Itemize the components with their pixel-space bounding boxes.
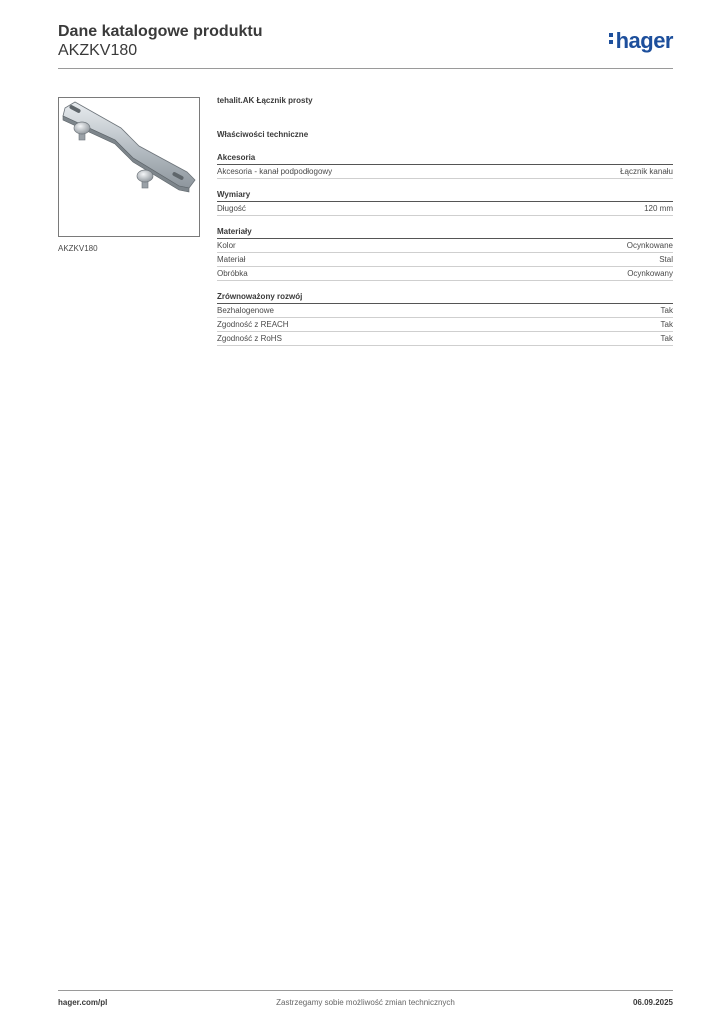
group-title: Wymiary [217,190,673,202]
spec-row [217,267,673,281]
spec-group-materialy [217,227,673,281]
spec-row [217,202,673,216]
spec-row [217,253,673,267]
hager-logo [609,28,673,54]
spec-row [217,165,673,179]
spec-label: Kolor [217,241,236,250]
spec-label: Długość [217,204,246,213]
group-title: Materiały [217,227,673,239]
spec-value: Tak [660,320,673,329]
spec-group-wymiary [217,190,673,216]
spec-label: Zgodność z REACH [217,320,289,329]
spec-value: Tak [660,306,673,315]
spec-content [217,96,673,346]
footer-notice: Zastrzegamy sobie możliwość zmian technicznych [276,998,455,1007]
logo-dots-icon [609,30,614,47]
image-caption: AKZKV180 [58,244,98,253]
section-title: Właściwości techniczne [217,130,309,139]
group-title: Zrównoważony rozwój [217,292,673,304]
product-image [58,97,200,237]
product-code: AKZKV180 [58,42,138,59]
page-header [58,22,673,60]
spec-row [217,318,673,332]
spec-label: Akcesoria - kanał podpodłogowy [217,167,333,176]
footer-date: 06.09.2025 [632,998,673,1007]
website-link[interactable]: hager.com/pl [58,998,108,1007]
spec-label: Obróbka [217,269,248,278]
spec-label: Materiał [217,255,246,264]
header-divider [58,68,673,69]
footer-divider [58,990,673,991]
connector-bracket-image [59,98,199,236]
spec-row [217,239,673,253]
spec-row [217,332,673,346]
spec-value: 120 mm [644,204,673,213]
spec-row [217,304,673,318]
spec-value: Stal [659,255,673,264]
group-title: Akcesoria [217,153,673,165]
spec-group-akcesoria [217,153,673,179]
document-title: Dane katalogowe produktu [58,23,263,40]
spec-group-zrownowazony-rozwoj [217,292,673,346]
spec-value: Ocynkowane [626,241,673,250]
spec-value: Ocynkowany [627,269,673,278]
spec-value: Łącznik kanału [620,167,673,176]
product-name: tehalit.AK Łącznik prosty [217,96,313,105]
spec-label: Bezhalogenowe [217,306,274,315]
logo-text: hager [615,28,673,53]
spec-value: Tak [660,334,673,343]
spec-label: Zgodność z RoHS [217,334,282,343]
